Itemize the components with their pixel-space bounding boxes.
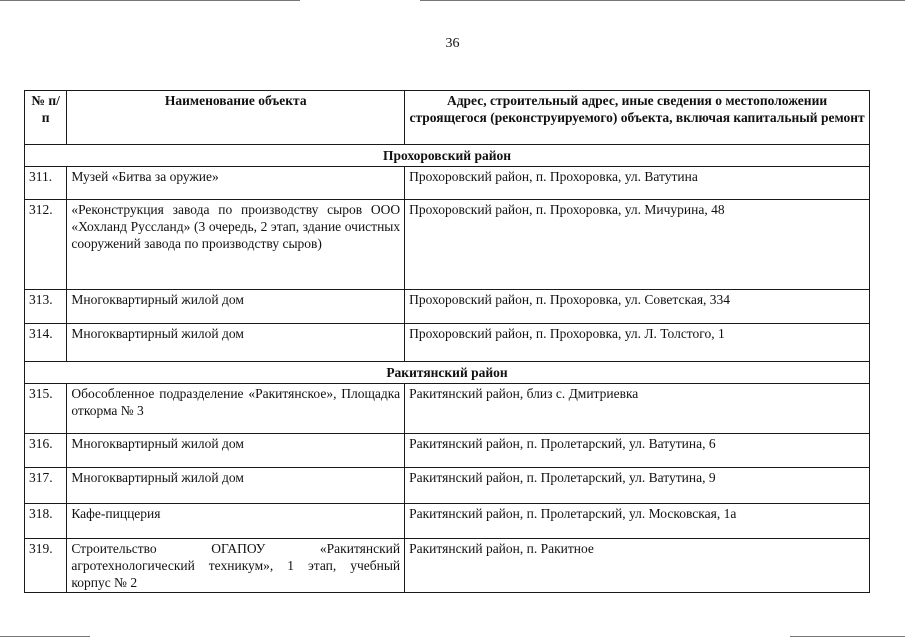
table-row: [25, 504, 870, 539]
header-name: Наименование объекта: [67, 91, 405, 145]
object-name: Строительство ОГАПОУ «Ракитянский агротехнологический техникум», 1 этап, учебный корпус № 2: [67, 539, 405, 593]
object-address: Ракитянский район, п. Ракитное: [405, 539, 870, 593]
table-row: [25, 539, 870, 593]
object-name: Кафе-пиццерия: [67, 504, 405, 539]
table-row: [25, 290, 870, 324]
row-number: 316.: [25, 434, 67, 468]
row-number: 319.: [25, 539, 67, 593]
object-name: Многоквартирный жилой дом: [67, 434, 405, 468]
object-name: Обособленное подразделение «Ракитянское», Площадка откорма № 3: [67, 384, 405, 434]
table-row: [25, 167, 870, 200]
object-address: Ракитянский район, близ с. Дмитриевка: [405, 384, 870, 434]
district-row: [25, 145, 870, 167]
object-name: Многоквартирный жилой дом: [67, 324, 405, 362]
object-address: Ракитянский район, п. Пролетарский, ул. Ватутина, 6: [405, 434, 870, 468]
page-number: 36: [445, 36, 460, 51]
object-name: Многоквартирный жилой дом: [67, 468, 405, 504]
row-number: 315.: [25, 384, 67, 434]
table-header-row: [25, 91, 870, 145]
objects-table: [24, 90, 870, 593]
row-number: 317.: [25, 468, 67, 504]
object-address: Ракитянский район, п. Пролетарский, ул. Московская, 1а: [405, 504, 870, 539]
top-edge-line-left: [0, 0, 300, 1]
row-number: 313.: [25, 290, 67, 324]
object-address: Прохоровский район, п. Прохоровка, ул. Л. Толстого, 1: [405, 324, 870, 362]
object-name: «Реконструкция завода по производству сыров ООО «Хохланд Руссланд» (3 очередь, 2 этап, здание очистных сооружений завода по производству сыров): [67, 200, 405, 290]
table-row: [25, 324, 870, 362]
row-number: 311.: [25, 167, 67, 200]
object-address: Ракитянский район, п. Пролетарский, ул. Ватутина, 9: [405, 468, 870, 504]
table-row: [25, 200, 870, 290]
object-address: Прохоровский район, п. Прохоровка, ул. Ватутина: [405, 167, 870, 200]
bottom-edge-line-left: [0, 636, 90, 637]
district-name: Прохоровский район: [25, 145, 870, 167]
row-number: 312.: [25, 200, 67, 290]
district-row: [25, 362, 870, 384]
bottom-edge-line-right: [790, 636, 905, 637]
object-address: Прохоровский район, п. Прохоровка, ул. Мичурина, 48: [405, 200, 870, 290]
header-number: № п/п: [25, 91, 67, 145]
top-edge-line-right: [420, 0, 905, 1]
district-name: Ракитянский район: [25, 362, 870, 384]
table-row: [25, 434, 870, 468]
row-number: 318.: [25, 504, 67, 539]
table-row: [25, 468, 870, 504]
row-number: 314.: [25, 324, 67, 362]
object-name: Многоквартирный жилой дом: [67, 290, 405, 324]
table-row: [25, 384, 870, 434]
header-address: Адрес, строительный адрес, иные сведения о местоположении строящегося (реконструируемого) объекта, включая капитальный ремонт: [405, 91, 870, 145]
object-name: Музей «Битва за оружие»: [67, 167, 405, 200]
object-address: Прохоровский район, п. Прохоровка, ул. Советская, 334: [405, 290, 870, 324]
